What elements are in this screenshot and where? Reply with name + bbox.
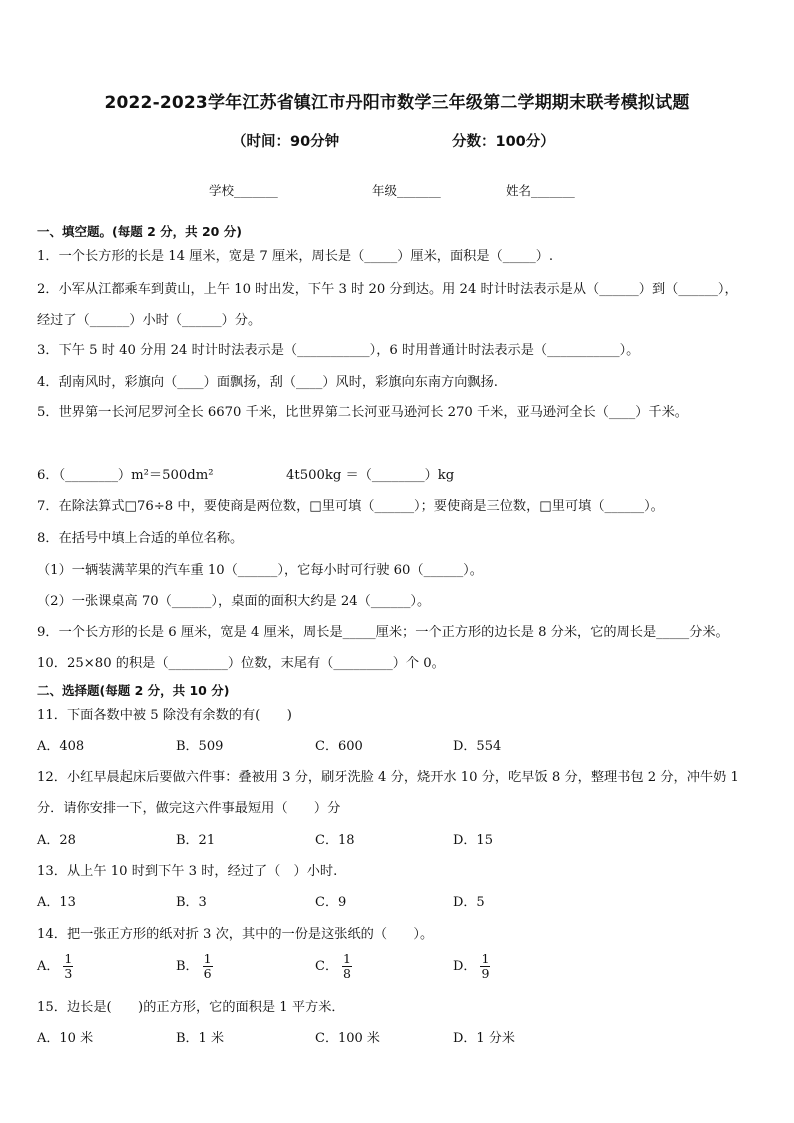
q13-option-d: D．5 xyxy=(453,895,485,910)
exam-time: （时间：90分钟 xyxy=(232,134,340,150)
q15-option-c: C．100 米 xyxy=(315,1031,380,1046)
q13-option-c: C．9 xyxy=(315,895,347,910)
q12-option-a: A．28 xyxy=(37,833,76,848)
section2-heading: 二、选择题(每题 2 分，共 10 分) xyxy=(37,683,230,698)
page-title: 2022-2023学年江苏省镇江市丹阳市数学三年级第二学期期末联考模拟试题 xyxy=(104,93,690,113)
grade-field[interactable]: 年级_______ xyxy=(372,183,441,198)
question-6-part1: 6．（________）m²＝500dm² xyxy=(37,468,214,483)
question-8: 8．在括号中填上合适的单位名称。 xyxy=(37,531,244,546)
q15-option-b: B．1 米 xyxy=(176,1031,224,1046)
fraction: $\frac{1}{9}$ xyxy=(481,951,490,981)
q14-option-c-label: C． xyxy=(315,959,338,974)
q11-option-d: D．554 xyxy=(453,739,502,754)
q14-option-d-label: D． xyxy=(453,959,477,974)
q11-option-b: B．509 xyxy=(176,739,224,754)
question-5: 5．世界第一长河尼罗河全长 6670 千米，比世界第二长河亚马逊河长 270 千米，亚马逊河全长（____）千米。 xyxy=(37,405,688,420)
q13-option-a: A．13 xyxy=(37,895,76,910)
q14-option-c xyxy=(315,952,352,981)
question-12-line1: 12．小红早晨起床后要做六件事：叠被用 3 分，刷牙洗脸 4 分，烧开水 10 分，吃早饭 8 分，整理书包 2 分，冲牛奶 1 xyxy=(37,770,739,785)
question-15: 15．边长是( )的正方形，它的面积是 1 平方米． xyxy=(37,1000,345,1015)
question-9: 9．一个长方形的长是 6 厘米，宽是 4 厘米，周长是_____厘米；一个正方形的边长是 8 分米，它的周长是_____分米。 xyxy=(37,625,729,640)
q14-option-d xyxy=(453,952,490,981)
q12-option-d: D．15 xyxy=(453,833,493,848)
fraction: $\frac{1}{6}$ xyxy=(203,951,212,981)
exam-score: 分数：100分） xyxy=(452,134,555,150)
question-1: 1．一个长方形的长是 14 厘米，宽是 7 厘米，周长是（_____）厘米，面积是（_____）. xyxy=(37,249,554,264)
school-field[interactable]: 学校_______ xyxy=(209,183,278,198)
question-7: 7．在除法算式□76÷8 中，要使商是两位数，□里可填（______）；要使商是三位数，□里可填（______）。 xyxy=(37,499,664,514)
section1-heading: 一、填空题。(每题 2 分，共 20 分) xyxy=(37,224,242,239)
question-13: 13．从上午 10 时到下午 3 时，经过了（ ）小时. xyxy=(37,864,338,879)
q15-option-a: A．10 米 xyxy=(37,1031,94,1046)
question-8-1: （1）一辆装满苹果的汽车重 10（______），它每小时可行驶 60（______）。 xyxy=(37,563,483,578)
q12-option-b: B．21 xyxy=(176,833,216,848)
q14-option-b xyxy=(176,952,213,981)
q14-option-a xyxy=(37,952,73,981)
q14-option-b-label: B． xyxy=(176,959,199,974)
q11-option-c: C．600 xyxy=(315,739,363,754)
question-12-line2: 分．请你安排一下，做完这六件事最短用（ ）分 xyxy=(37,801,341,816)
q15-option-d: D．1 分米 xyxy=(453,1031,515,1046)
fraction: $\frac{1}{8}$ xyxy=(342,951,351,981)
question-11: 11．下面各数中被 5 除没有余数的有( ) xyxy=(37,708,292,723)
question-4: 4．刮南风时，彩旗向（____）面飘扬，刮（____）风时，彩旗向东南方向飘扬. xyxy=(37,375,498,390)
q12-option-c: C．18 xyxy=(315,833,355,848)
question-8-2: （2）一张课桌高 70（______），桌面的面积大约是 24（______）。 xyxy=(37,594,431,609)
name-field[interactable]: 姓名_______ xyxy=(506,183,575,198)
q13-option-b: B．3 xyxy=(176,895,207,910)
fraction: $\frac{1}{3}$ xyxy=(64,951,73,981)
q11-option-a: A．408 xyxy=(37,739,85,754)
question-2-line2: 经过了（______）小时（______）分。 xyxy=(37,313,262,328)
question-14: 14．把一张正方形的纸对折 3 次，其中的一份是这张纸的（ ）。 xyxy=(37,927,434,942)
question-6-part2: 4t500kg ＝（________）kg xyxy=(286,468,455,483)
question-3: 3．下午 5 时 40 分用 24 时计时法表示是（___________），6 时用普通计时法表示是（___________）。 xyxy=(37,343,640,358)
q14-option-a-label: A． xyxy=(37,959,60,974)
question-10: 10．25×80 的积是（_________）位数，末尾有（_________）个 0。 xyxy=(37,656,445,671)
question-2-line1: 2．小军从江都乘车到黄山，上午 10 时出发，下午 3 时 20 分到达。用 24 时计时法表示是从（______）到（______）， xyxy=(37,282,738,297)
